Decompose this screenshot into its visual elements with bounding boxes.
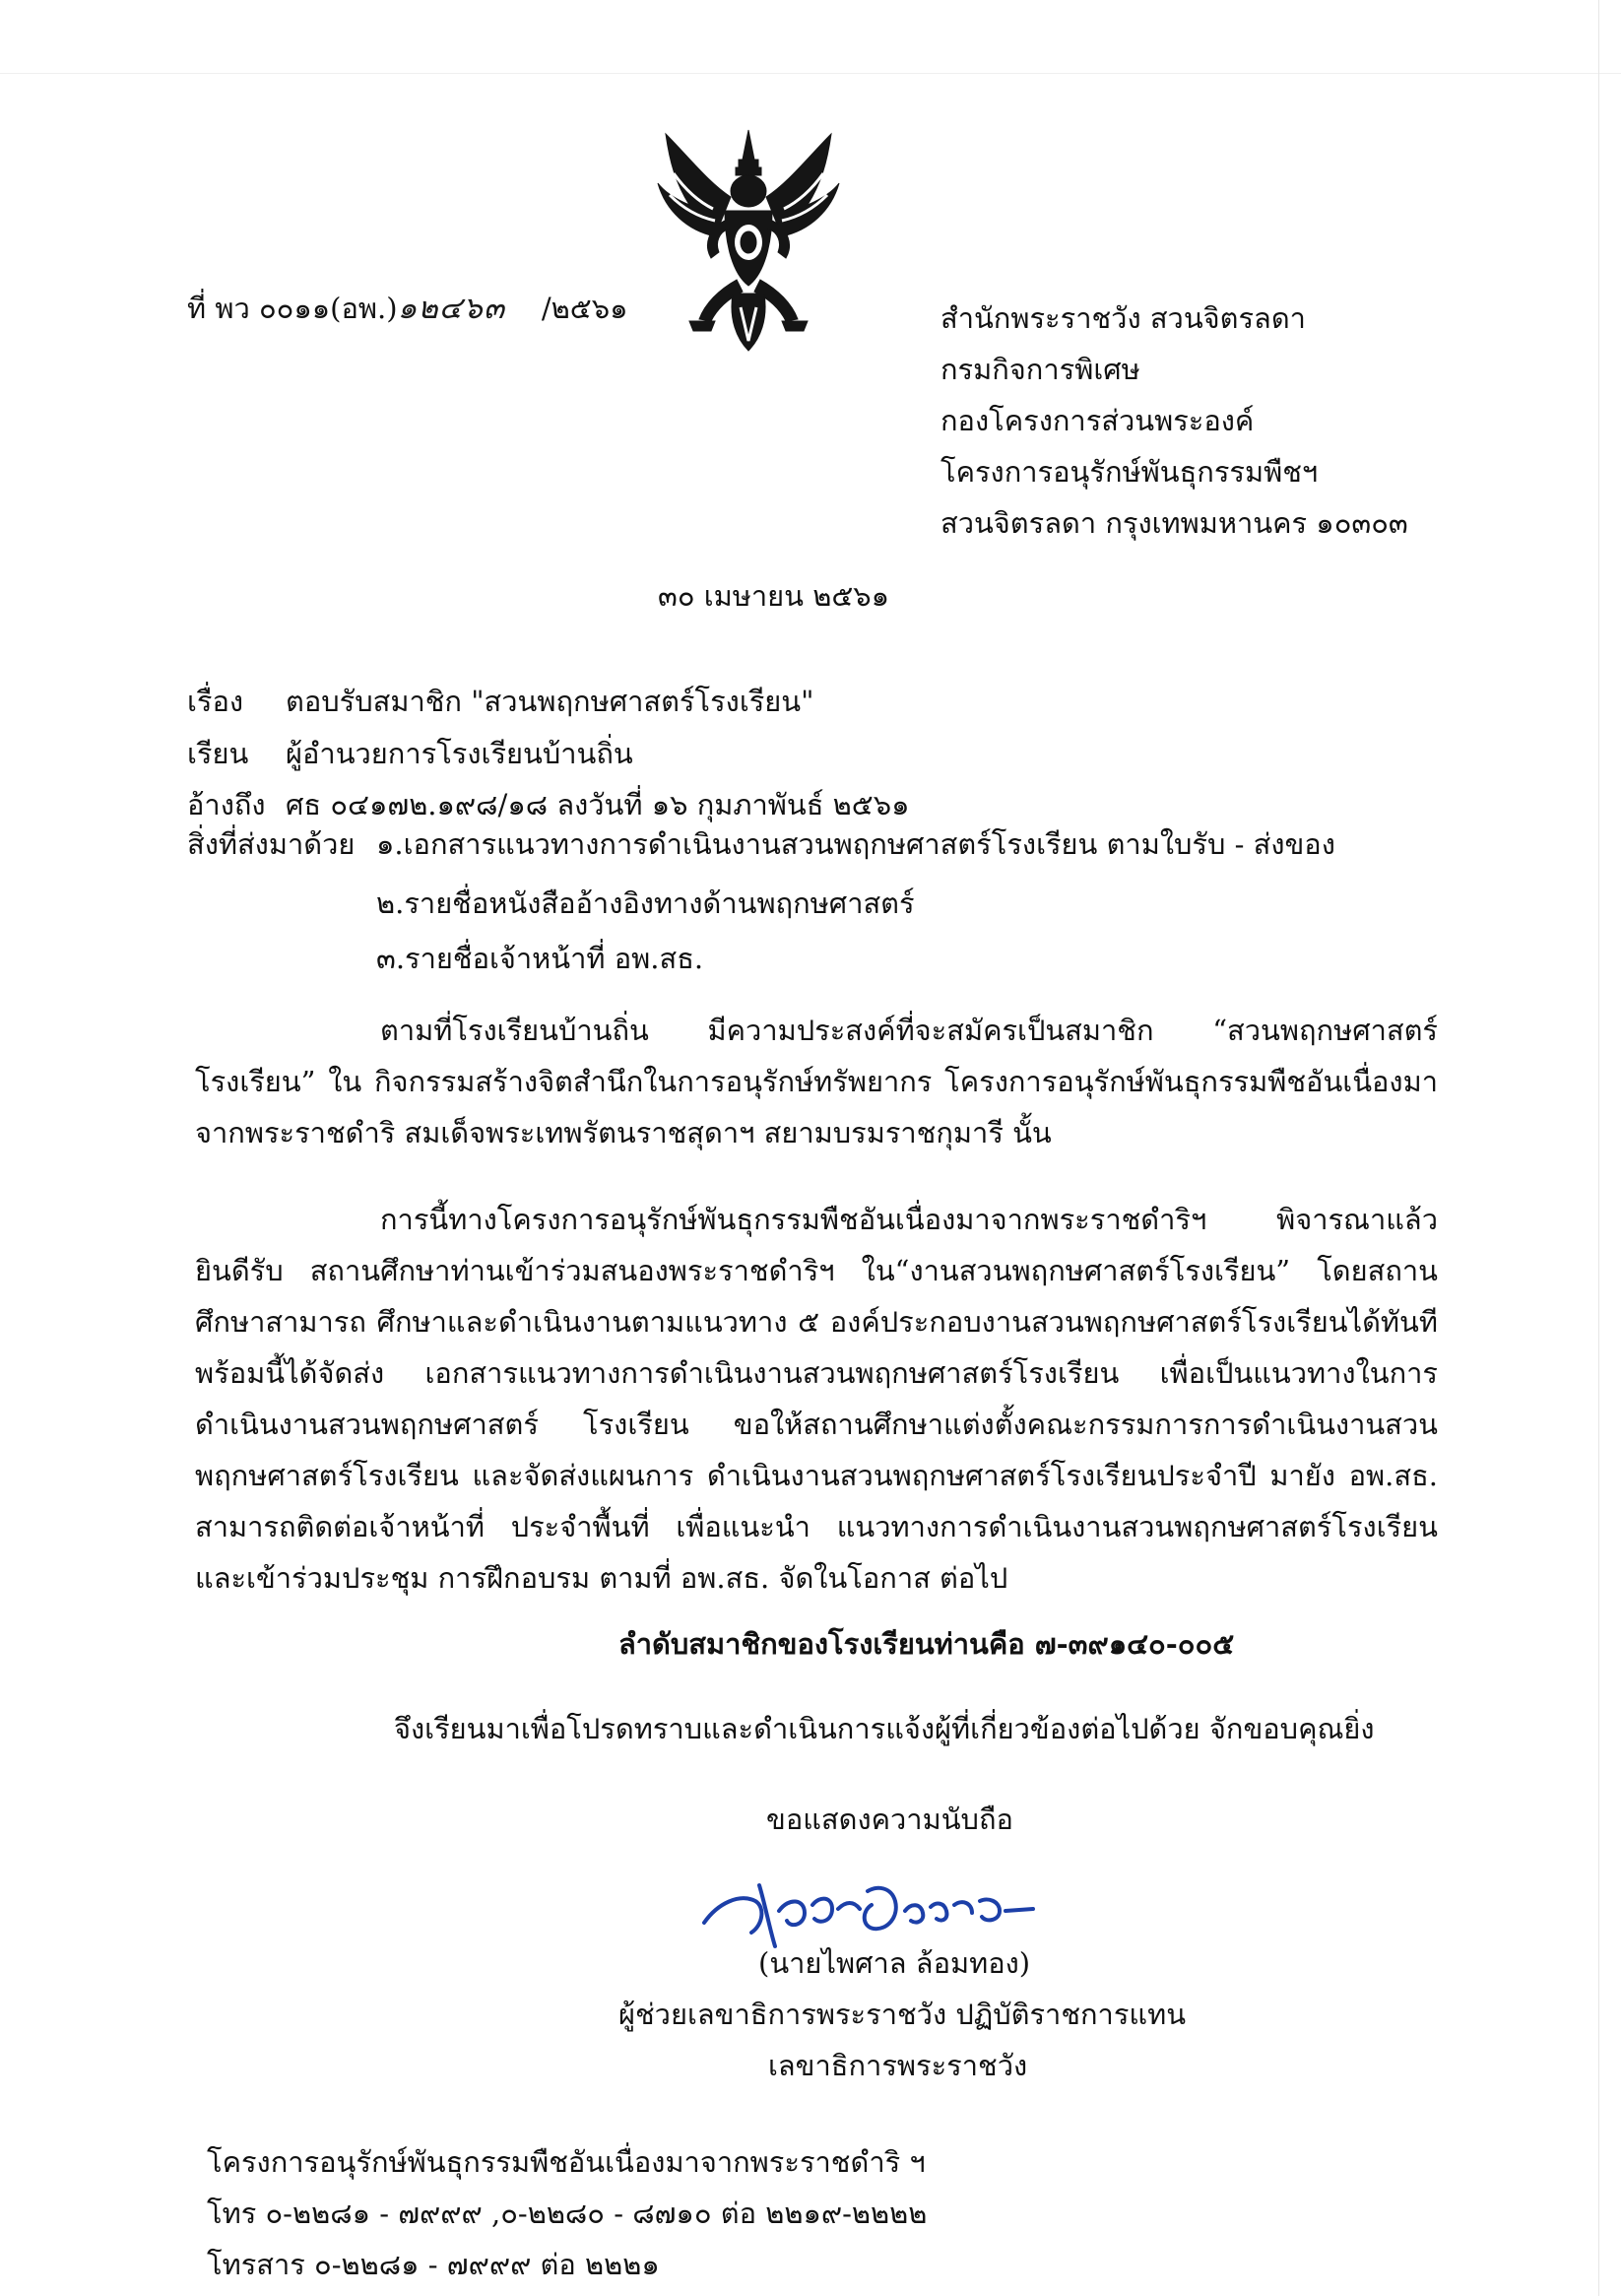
- body-paragraph-2: [195, 1194, 1438, 1604]
- document-date: ๓๐ เมษายน ๒๕๖๑: [658, 579, 890, 613]
- reference-year: /๒๕๖๑: [541, 292, 628, 325]
- enclosure-item: ๑.เอกสารแนวทางการดำเนินงานสวนพฤกษศาสตร์โรงเรียน ตามใบรับ - ส่งของ: [376, 827, 1335, 861]
- paragraph-1-text: ตามที่โรงเรียนบ้านถิ่น มีความประสงค์ที่จะสมัครเป็นสมาชิก “สวนพฤกษศาสตร์โรงเรียน” ใน กิจกรรมสร้างจิตสำนึกในการอนุรักษ์ทรัพยากร โครงการอนุรักษ์พันธุกรรมพืชอันเนื่องมาจากพระราชดำริ สมเด็จพระเทพรัตนราชสุดาฯ สยามบรมราชกุมารี นั้น: [195, 1014, 1438, 1149]
- enclosures-label: สิ่งที่ส่งมาด้วย: [187, 827, 356, 861]
- reference-doc-value: ศธ ๐๔๑๗๒.๑๙๘/๑๘ ลงวันที่ ๑๖ กุมภาพันธ์ ๒๕๖๑: [286, 788, 910, 821]
- reference-doc-label: อ้างถึง: [187, 788, 266, 821]
- paragraph-2-text: การนี้ทางโครงการอนุรักษ์พันธุกรรมพืชอันเนื่องมาจากพระราชดำริฯ พิจารณาแล้ว ยินดีรับ สถานศึกษาท่านเข้าร่วมสนองพระราชดำริฯ ใน“งานสวนพฤกษศาสตร์โรงเรียน” โดยสถานศึกษาสามารถ ศึกษาและดำเนินงานตามแนวทาง ๕ องค์ประกอบงานสวนพฤกษศาสตร์โรงเรียนได้ทันที พร้อมนี้ได้จัดส่ง เอกสารแนวทางการดำเนินงานสวนพฤกษศาสตร์โรงเรียน เพื่อเป็นแนวทางในการดำเนินงานสวนพฤกษศาสตร์ โรงเรียน ขอให้สถานศึกษาแต่งตั้งคณะกรรมการการดำเนินงานสวนพฤกษศาสตร์โรงเรียน และจัดส่งแผนการ ดำเนินงานสวนพฤกษศาสตร์โรงเรียนประจำปี มายัง อพ.สธ. สามารถติดต่อเจ้าหน้าที่ ประจำพื้นที่ เพื่อแนะนำ แนวทางการดำเนินงานสวนพฤกษศาสตร์โรงเรียน และเข้าร่วมประชุม การฝึกอบรม ตามที่ อพ.สธ. จัดในโอกาส ต่อไป: [195, 1203, 1438, 1595]
- signer-position: ผู้ช่วยเลขาธิการพระราชวัง ปฏิบัติราชการแทน: [618, 1998, 1187, 2031]
- footer-project: โครงการอนุรักษ์พันธุกรรมพืชอันเนื่องมาจากพระราชดำริ ฯ: [207, 2145, 926, 2179]
- sender-line: โครงการอนุรักษ์พันธุกรรมพืชฯ: [940, 455, 1319, 489]
- document-reference-number: [187, 291, 628, 327]
- to-value: ผู้อำนวยการโรงเรียนบ้านถิ่น: [286, 737, 633, 770]
- footer-phone: โทร ๐-๒๒๘๑ - ๗๙๙๙ ,๐-๒๒๘๐ - ๘๗๑๐ ต่อ ๒๒๑๙-๒๒๒๒: [207, 2197, 928, 2230]
- sender-address-block: [940, 293, 1408, 549]
- scan-top-edge: [0, 73, 1621, 74]
- subject-value: ตอบรับสมาชิก "สวนพฤกษศาสตร์โรงเรียน": [286, 685, 814, 718]
- sender-line: สำนักพระราชวัง สวนจิตรลดา: [940, 301, 1306, 335]
- signer-name: (นายไพศาล ล้อมทอง): [758, 1946, 1031, 1980]
- sender-line: สวนจิตรลดา กรุงเทพมหานคร ๑๐๓๐๓: [940, 506, 1408, 540]
- sender-line: กรมกิจการพิเศษ: [940, 353, 1140, 386]
- closing-sentence: จึงเรียนมาเพื่อโปรดทราบและดำเนินการแจ้งผู้ที่เกี่ยวข้องต่อไปด้วย จักขอบคุณยิ่ง: [394, 1712, 1375, 1745]
- body-paragraph-1: [195, 1005, 1438, 1158]
- reference-prefix: ที่ พว ๐๐๑๑(อพ.): [187, 292, 398, 325]
- enclosure-item: ๓.รายชื่อเจ้าหน้าที่ อพ.สธ.: [376, 942, 704, 975]
- footer-fax: โทรสาร ๐-๒๒๘๑ - ๗๙๙๙ ต่อ ๒๒๒๑: [207, 2248, 660, 2281]
- signer-position-2: เลขาธิการพระราชวัง: [768, 2049, 1028, 2082]
- handwritten-signature: [694, 1852, 1061, 1960]
- scan-right-edge: [1598, 0, 1599, 2296]
- regards-line: ขอแสดงความนับถือ: [766, 1803, 1013, 1836]
- handwritten-reference-number: ๑๒๔๖๓: [397, 291, 506, 326]
- member-number-line: ลำดับสมาชิกของโรงเรียนท่านคือ ๗-๓๙๑๔๐-๐๐๕: [618, 1627, 1235, 1661]
- enclosure-item: ๒.รายชื่อหนังสืออ้างอิงทางด้านพฤกษศาสตร์: [376, 886, 915, 920]
- sender-line: กองโครงการส่วนพระองค์: [940, 404, 1255, 437]
- subject-label: เรื่อง: [187, 685, 244, 718]
- to-label: เรียน: [187, 737, 249, 770]
- garuda-emblem-icon: [654, 126, 843, 355]
